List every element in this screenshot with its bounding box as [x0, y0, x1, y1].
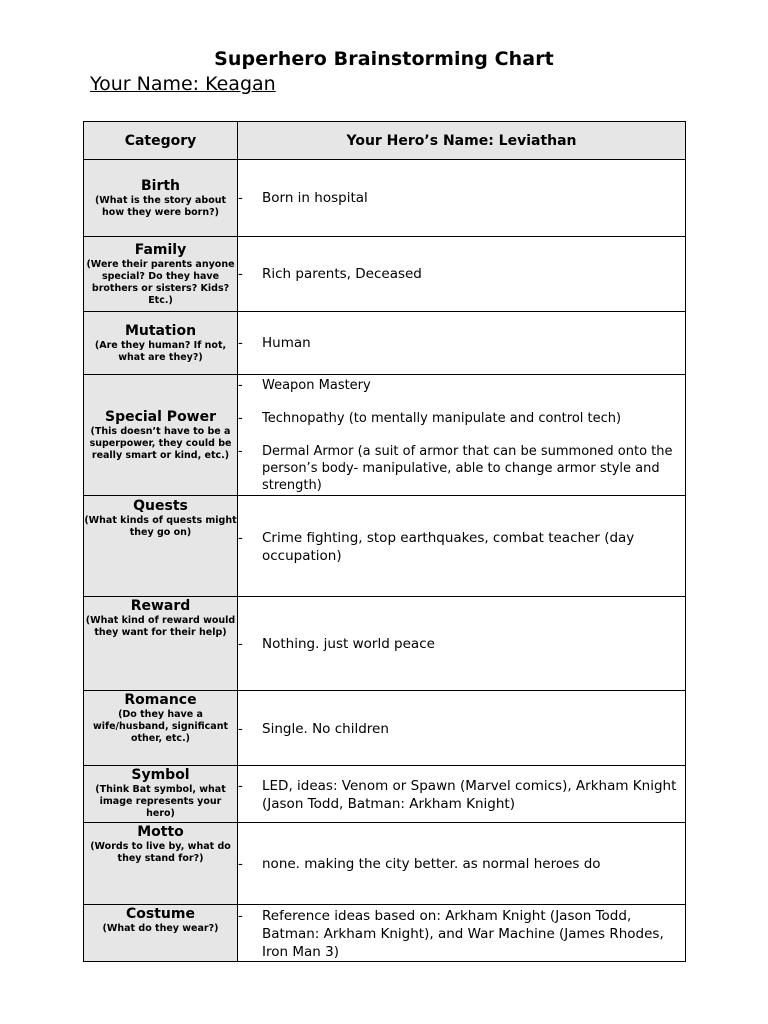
- category-name: Quests: [133, 498, 188, 514]
- brainstorming-table: [83, 121, 686, 962]
- category-description: (Are they human? If not, what are they?): [94, 339, 227, 363]
- table-row-costume: [84, 905, 686, 962]
- category-cell: [84, 905, 238, 962]
- table-row-mutation: [84, 312, 686, 375]
- table-header-row: [84, 122, 686, 160]
- category-name: Reward: [130, 598, 191, 614]
- answer-item: - Weapon Mastery: [238, 377, 685, 394]
- answer-item: - LED, ideas: Venom or Spawn (Marvel comics), Arkham Knight (Jason Todd, Batman: Arkham Knight): [238, 777, 685, 813]
- category-description: (This doesn’t have to be a superpower, they could be really smart or kind, etc.): [89, 425, 232, 461]
- category-name: Special Power: [104, 408, 217, 425]
- answer-item: - Reference ideas based on: Arkham Knight (Jason Todd, Batman: Arkham Knight), and War Machine (James Rhodes, Iron Man 3): [238, 907, 685, 961]
- category-name: Birth: [140, 177, 181, 194]
- category-cell: [84, 375, 238, 496]
- answer-item: - Technopathy (to mentally manipulate and control tech): [238, 410, 685, 427]
- category-description: (What kind of reward would they want for their help): [85, 615, 236, 638]
- category-cell: [84, 496, 238, 597]
- category-cell: [84, 823, 238, 905]
- table-row-quests: [84, 496, 686, 597]
- category-cell: [84, 691, 238, 766]
- table-row-reward: [84, 597, 686, 691]
- answer-cell: [238, 766, 686, 823]
- answer-cell: [238, 237, 686, 312]
- answer-item: - Human: [238, 334, 685, 352]
- category-name: Symbol: [131, 767, 190, 783]
- answer-item: - none. making the city better. as normal heroes do: [238, 855, 685, 873]
- answer-cell: [238, 823, 686, 905]
- category-description: (Think Bat symbol, what image represents your hero): [95, 784, 226, 819]
- table-row-family: [84, 237, 686, 312]
- hero-name-header: Your Hero’s Name: Leviathan: [238, 122, 686, 160]
- category-cell: [84, 766, 238, 823]
- category-cell: [84, 160, 238, 237]
- student-name-line: Your Name: Keagan: [90, 73, 276, 95]
- document-title: Superhero Brainstorming Chart: [214, 48, 554, 70]
- answer-item: - Born in hospital: [238, 189, 685, 207]
- category-name: Family: [134, 241, 187, 258]
- category-description: (Words to live by, what do they stand for?): [90, 841, 231, 864]
- answer-cell: [238, 375, 686, 496]
- table-row-motto: [84, 823, 686, 905]
- answer-cell: [238, 496, 686, 597]
- answer-item: - Dermal Armor (a suit of armor that can be summoned onto the person’s body- manipulative, able to change armor style and strength): [238, 443, 685, 494]
- table-row-romance: [84, 691, 686, 766]
- table-row-symbol: [84, 766, 686, 823]
- category-cell: [84, 597, 238, 691]
- answer-item: - Nothing. just world peace: [238, 635, 685, 653]
- category-description: (What do they wear?): [102, 923, 219, 934]
- category-description: (Were their parents anyone special? Do they have brothers or sisters? Kids? Etc.): [86, 258, 235, 306]
- answer-cell: [238, 160, 686, 237]
- answer-item: - Rich parents, Deceased: [238, 265, 685, 283]
- category-name: Costume: [126, 906, 195, 922]
- answer-cell: [238, 312, 686, 375]
- answer-item: - Single. No children: [238, 720, 685, 738]
- category-description: (What is the story about how they were born?): [94, 194, 227, 218]
- answer-cell: [238, 597, 686, 691]
- answer-item: - Crime fighting, stop earthquakes, combat teacher (day occupation): [238, 529, 685, 565]
- category-name: Romance: [124, 692, 197, 708]
- table-row-birth: [84, 160, 686, 237]
- category-name: Motto: [137, 824, 184, 840]
- table-row-special-power: [84, 375, 686, 496]
- category-cell: [84, 237, 238, 312]
- answer-cell: [238, 905, 686, 962]
- category-description: (What kinds of quests might they go on): [84, 515, 237, 538]
- category-name: Mutation: [124, 322, 197, 339]
- answer-cell: [238, 691, 686, 766]
- category-description: (Do they have a wife/husband, significant other, etc.): [92, 709, 229, 744]
- category-cell: [84, 312, 238, 375]
- category-column-header: Category: [84, 122, 238, 160]
